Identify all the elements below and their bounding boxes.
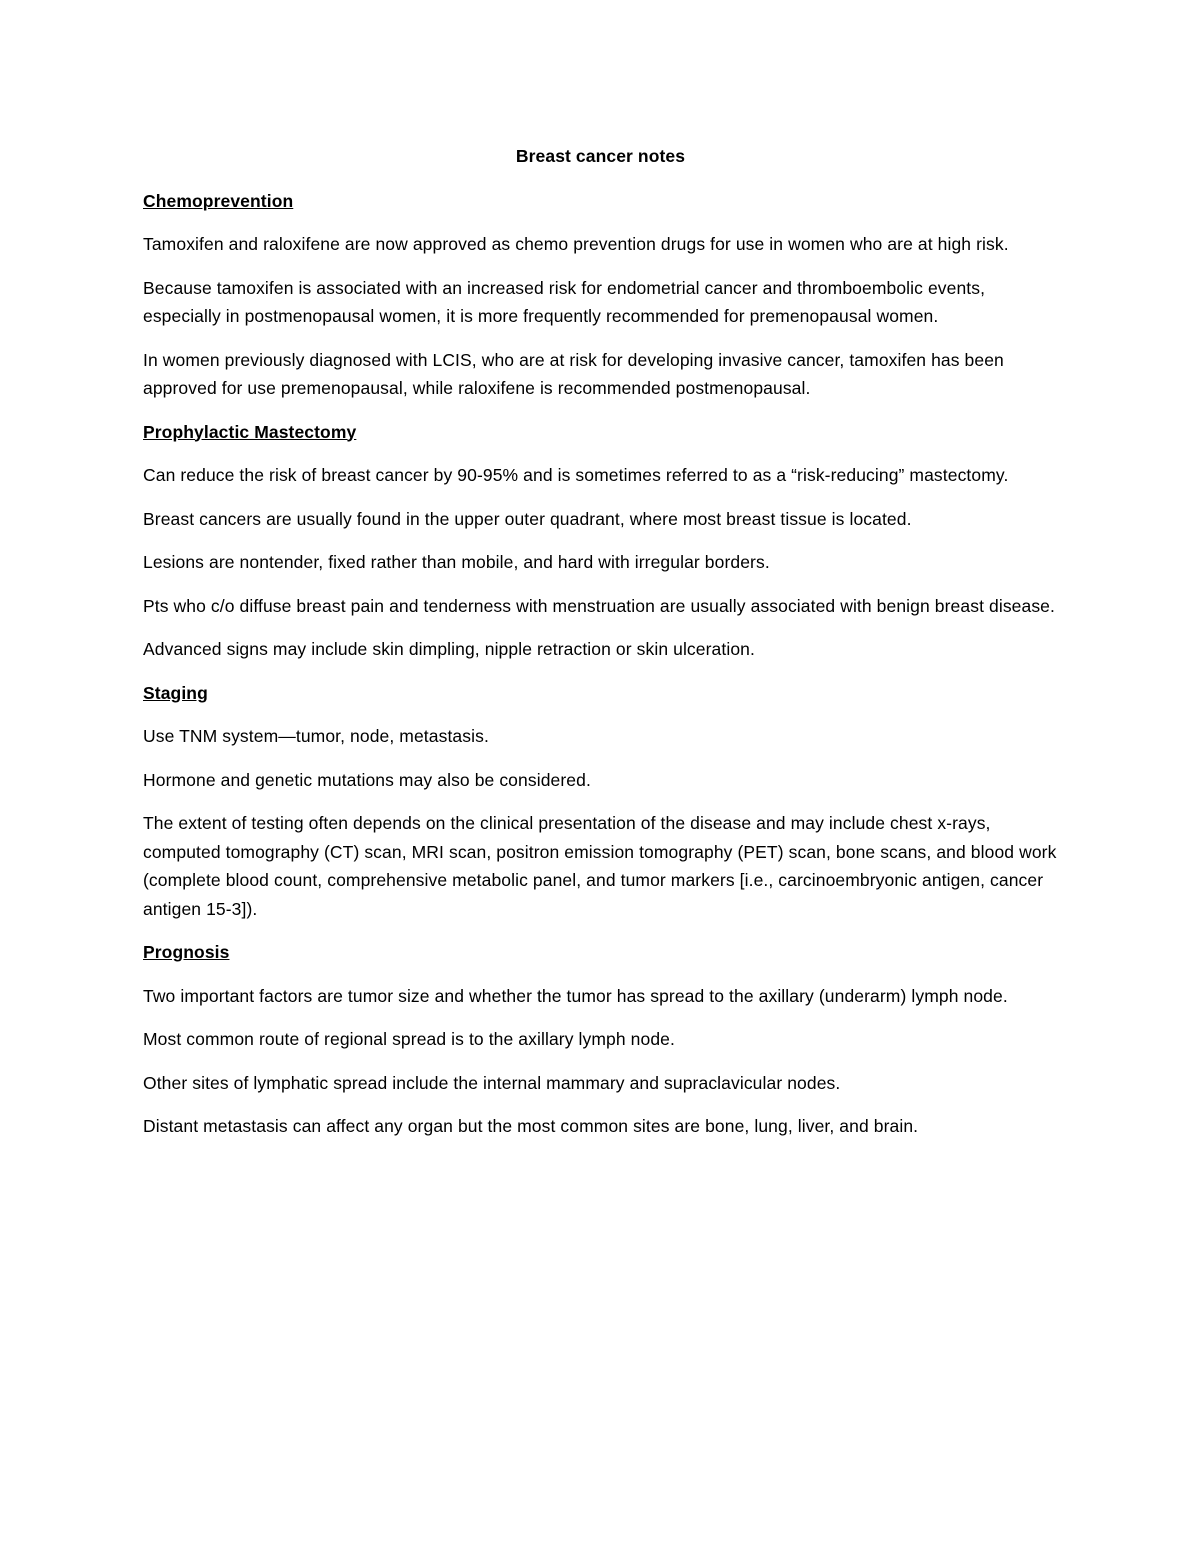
section-heading: Prognosis <box>143 942 230 962</box>
paragraph: The extent of testing often depends on the clinical presentation of the disease and may include chest x-rays, computed tomography (CT) scan, MRI scan, positron emission tomography (PET) scan, bone scans, and blood work (complete blood count, comprehensive metabolic panel, and tumor markers [i.e., carcinoembryonic antigen, cancer antigen 15-3]). <box>143 813 1057 919</box>
paragraph: Two important factors are tumor size and whether the tumor has spread to the axillary (underarm) lymph node. <box>143 985 1008 1006</box>
paragraph: Tamoxifen and raloxifene are now approved as chemo prevention drugs for use in women who are at high risk. <box>143 234 1009 254</box>
document-page <box>143 142 1058 1156</box>
section-heading: Staging <box>143 682 208 703</box>
paragraph: Advanced signs may include skin dimpling, nipple retraction or skin ulceration. <box>143 639 755 659</box>
section-prophylactic-mastectomy <box>143 418 1058 664</box>
paragraph: Distant metastasis can affect any organ but the most common sites are bone, lung, liver, and brain. <box>143 1116 919 1136</box>
paragraph: Pts who c/o diffuse breast pain and tenderness with menstruation are usually associated with benign breast disease. <box>143 595 1055 616</box>
section-chemoprevention <box>143 187 1058 403</box>
section-prognosis <box>143 938 1058 1141</box>
paragraph: Hormone and genetic mutations may also be considered. <box>143 769 591 790</box>
document-title: Breast cancer notes <box>515 146 686 166</box>
paragraph: Breast cancers are usually found in the upper outer quadrant, where most breast tissue is located. <box>143 508 912 529</box>
section-staging <box>143 679 1058 924</box>
section-heading: Chemoprevention <box>143 190 294 211</box>
paragraph: Other sites of lymphatic spread include the internal mammary and supraclavicular nodes. <box>143 1072 841 1093</box>
paragraph: Because tamoxifen is associated with an increased risk for endometrial cancer and thromboembolic events, especially in postmenopausal women, it is more frequently recommended for premenopausal women. <box>143 277 986 326</box>
paragraph: Most common route of regional spread is to the axillary lymph node. <box>143 1029 675 1049</box>
section-heading: Prophylactic Mastectomy <box>143 421 357 442</box>
paragraph: Lesions are nontender, fixed rather than mobile, and hard with irregular borders. <box>143 552 770 572</box>
paragraph: Use TNM system—tumor, node, metastasis. <box>143 726 489 746</box>
paragraph: Can reduce the risk of breast cancer by 90-95% and is sometimes referred to as a “risk-reducing” mastectomy. <box>143 465 1009 485</box>
paragraph: In women previously diagnosed with LCIS, who are at risk for developing invasive cancer, tamoxifen has been approved for use premenopausal, while raloxifene is recommended postmenopausal. <box>143 349 1004 398</box>
